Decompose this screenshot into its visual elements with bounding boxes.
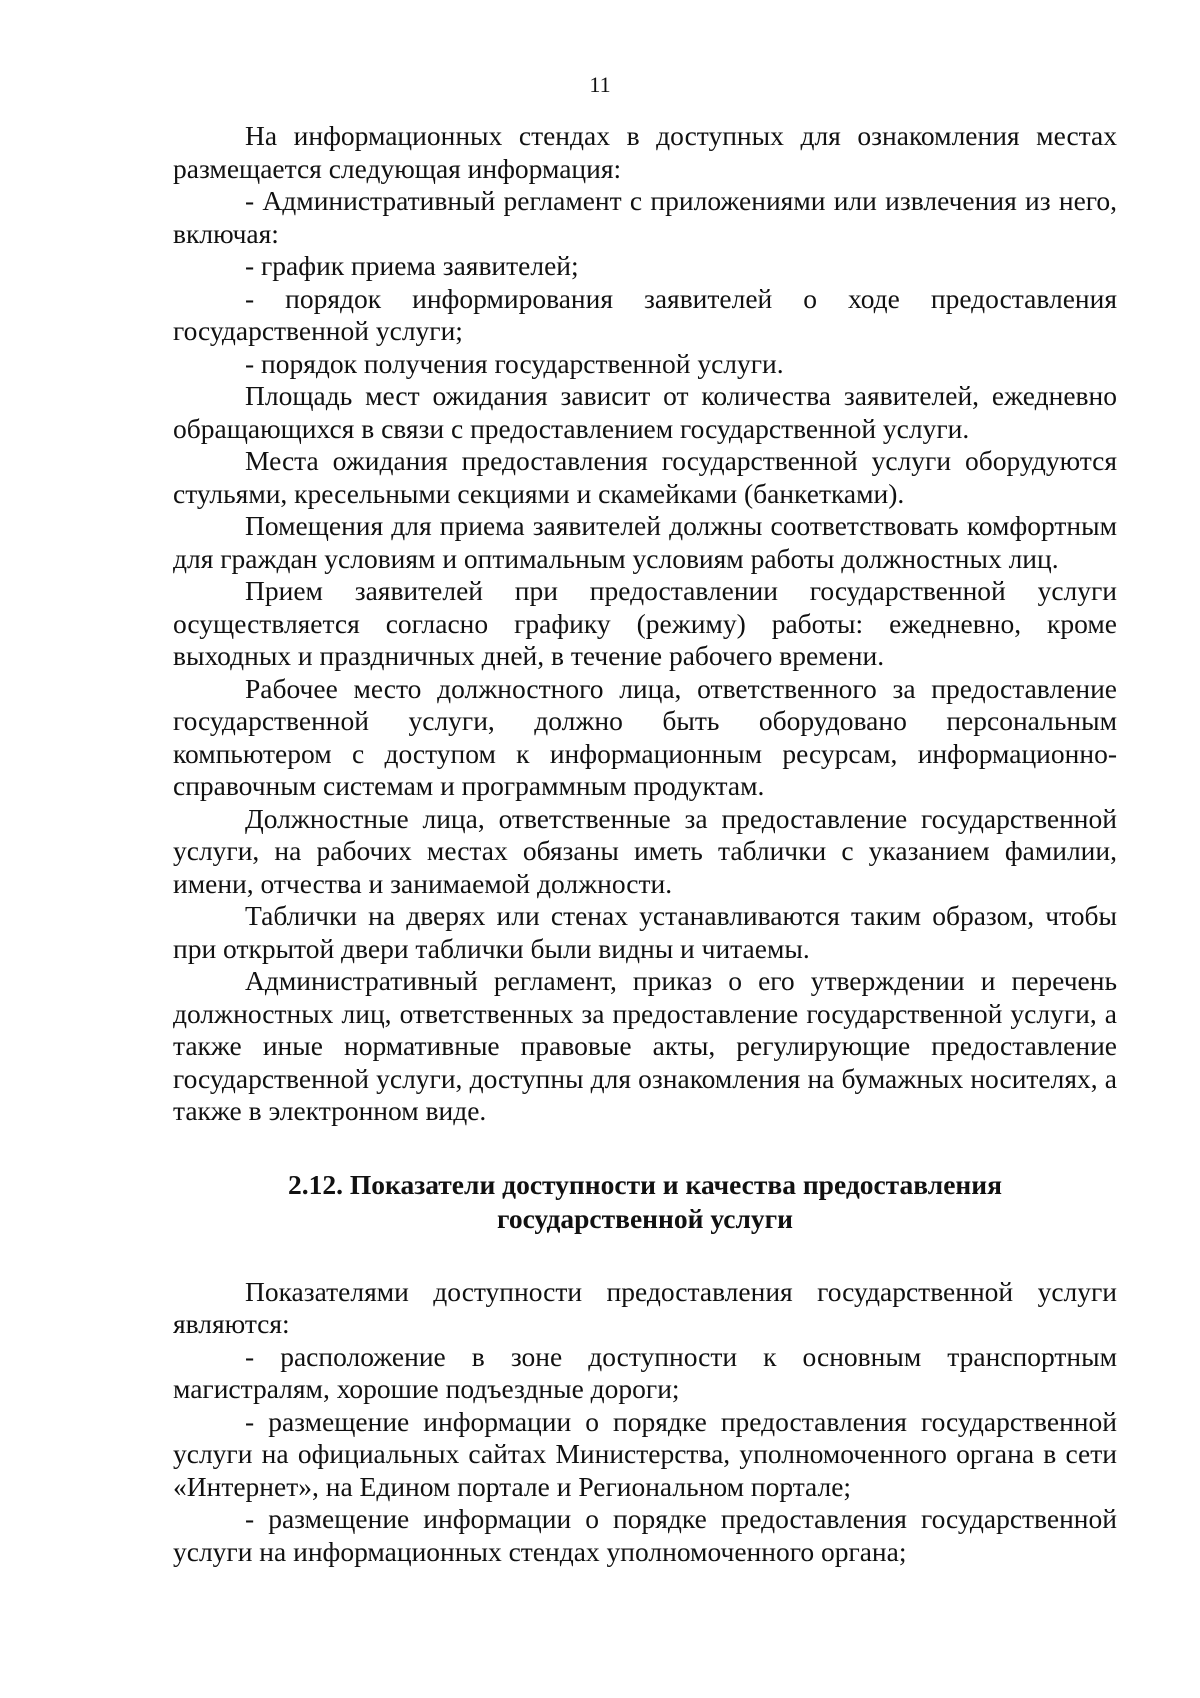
paragraph: Должностные лица, ответственные за предоставление государственной услуги, на рабочих местах обязаны иметь таблички с указанием фамилии, имени, отчества и занимаемой должности.	[173, 802, 1117, 899]
list-item: - размещение информации о порядке предоставления государственной услуги на информационных стендах уполномоченного органа;	[173, 1503, 1117, 1567]
paragraph: Помещения для приема заявителей должны соответствовать комфортным для граждан условиям и оптимальным условиям работы должностных лиц.	[173, 510, 1117, 574]
paragraph: Прием заявителей при предоставлении государственной услуги осуществляется согласно графику (режиму) работы: ежедневно, кроме выходных и праздничных дней, в течение рабочего времени.	[173, 575, 1117, 671]
paragraph: Административный регламент, приказ о его утверждении и перечень должностных лиц, ответственных за предоставление государственной услуги, а также иные нормативные правовые акты, регулирующие предоставление государственной услуги, доступны для ознакомления на бумажных носителях, а также в электронном виде.	[173, 965, 1117, 1126]
paragraph: - Административный регламент с приложениями или извлечения из него, включая:	[173, 185, 1117, 249]
list-item: - размещение информации о порядке предоставления государственной услуги на официальных сайтах Министерства, уполномоченного органа в сети «Интернет», на Едином портале и Региональном портале;	[173, 1405, 1117, 1502]
paragraph: Таблички на дверях или стенах устанавливаются таким образом, чтобы при открытой двери таблички были видны и читаемы.	[173, 900, 1117, 964]
paragraph: Показателями доступности предоставления государственной услуги являются:	[173, 1275, 1117, 1339]
list-item: - порядок информирования заявителей о ходе предоставления государственной услуги;	[173, 282, 1117, 346]
page-number: 11	[589, 72, 611, 97]
paragraph: Места ожидания предоставления государственной услуги оборудуются стульями, кресельными секциями и скамейками (банкетками).	[173, 445, 1117, 509]
section-heading-line: 2.12. Показатели доступности и качества предоставления	[288, 1168, 1002, 1200]
paragraph: Площадь мест ожидания зависит от количества заявителей, ежедневно обращающихся в связи с предоставлением государственной услуги.	[173, 380, 1117, 444]
section-heading-line: государственной услуги	[497, 1202, 793, 1234]
document-body	[173, 120, 1117, 1568]
section-heading	[173, 1168, 1117, 1236]
list-item: - расположение в зоне доступности к основным транспортным магистралям, хорошие подъездные дороги;	[173, 1340, 1117, 1404]
paragraph: Рабочее место должностного лица, ответственного за предоставление государственной услуги, должно быть оборудовано персональным компьютером с доступом к информационным ресурсам, информационно-справочным системам и программным продуктам.	[173, 672, 1117, 801]
paragraph: На информационных стендах в доступных для ознакомления местах размещается следующая информация:	[173, 120, 1117, 184]
list-item: - график приема заявителей;	[245, 250, 579, 281]
list-item: - порядок получения государственной услуги.	[245, 347, 784, 379]
